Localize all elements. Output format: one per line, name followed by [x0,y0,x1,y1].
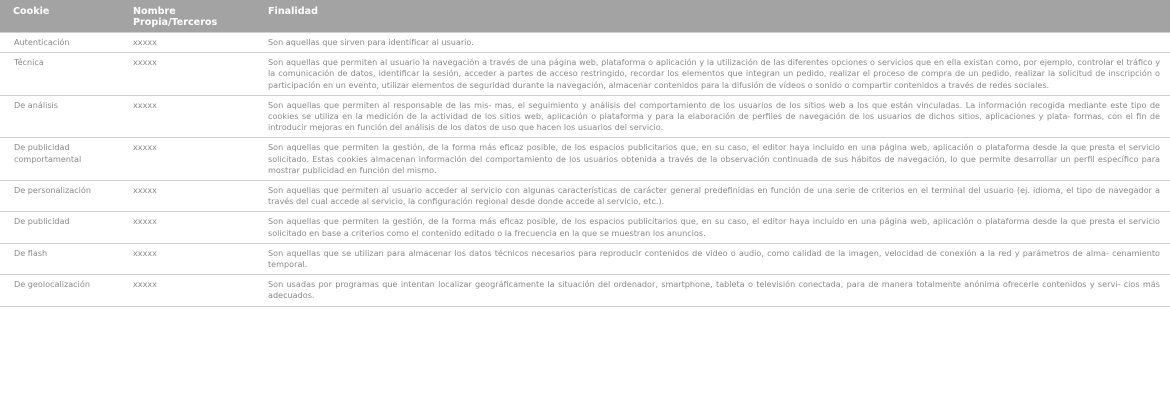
cookie-name: Técnica [0,53,127,96]
cookie-purpose: Son aquellas que permiten la gestión, de la forma más eficaz posible, de los espacios publicitarios que, en su caso, el editor haya incluido en una página web, aplicación o plataforma desde la que presta el servicio solicitado. Estas cookies almacenan información del comportamiento de los usuarios obtenida a través de la observación continuada de sus hábitos de navegación, lo que permite desarrollar un perfil específico para mostrar publicidad en función del mismo. [261,138,1170,181]
header-row [0,0,1170,33]
table-row [0,181,1170,212]
cookie-purpose: Son aquellas que permiten al usuario la navegación a través de una página web, plataforma o aplicación y la utilización de las diferentes opciones o servicios que en ella existan como, por ejemplo, controlar el tráfico y la comunicación de datos, identificar la sesión, acceder a partes de acceso restringido, recordar los elementos que integran un pedido, realizar el proceso de compra de un pedido, realizar la solicitud de inscripción o participación en un evento, utilizar elementos de seguridad durante la navegación, almacenar contenidos para la difusión de vídeos o sonido o compartir contenidos a través de redes sociales. [261,53,1170,96]
table-row [0,243,1170,274]
table-row [0,53,1170,96]
cookie-purpose: Son aquellas que permiten al responsable de las mis- mas, el seguimiento y análisis del comportamiento de los usuarios de los sitios web a los que están vinculadas. La información recogida mediante este tipo de cookies se utiliza en la medición de la actividad de los sitios web, aplicación o plataforma y para la elaboración de perfiles de navegación de los usuarios de dichos sitios, aplicaciones y plata- formas, con el fin de introducir mejoras en función del análisis de los datos de uso que hacen los usuarios del servicio. [261,95,1170,138]
cookie-name: De flash [0,243,127,274]
cookie-purpose: Son usadas por programas que intentan localizar geográficamente la situación del ordenador, smartphone, tableta o televisión conectada, para de manera totalmente anónima ofrecerle contenidos y servi- cios más adecuados. [261,275,1170,306]
cookie-owner: xxxxx [127,138,261,181]
cookie-owner: xxxxx [127,33,261,53]
table-row [0,275,1170,306]
cookie-name: De publicidad [0,212,127,243]
cookie-owner: xxxxx [127,275,261,306]
cookie-purpose: Son aquellas que sirven para identificar al usuario. [261,33,1170,53]
table-row [0,212,1170,243]
cookie-purpose: Son aquellas que permiten la gestión, de la forma más eficaz posible, de los espacios publicitarios que, en su caso, el editor haya incluido en una página web, aplicación o plataforma desde la que presta el servicio solicitado en base a criterios como el contenido editado o la frecuencia en la que se muestran los anuncios. [261,212,1170,243]
table-header [0,0,1170,33]
table-row [0,95,1170,138]
cookie-name: De análisis [0,95,127,138]
header-owner-line2: Propia/Terceros [133,17,218,28]
cookie-owner: xxxxx [127,212,261,243]
header-owner-line1: Nombre [133,6,176,17]
cookie-purpose: Son aquellas que se utilizan para almacenar los datos técnicos necesarios para reproducir contenidos de video o audio, como calidad de la imagen, velocidad de conexión a la red y parámetros de alma- cenamiento temporal. [261,243,1170,274]
cookie-name: De publicidad comportamental [0,138,127,181]
cookie-owner: xxxxx [127,243,261,274]
cookie-owner: xxxxx [127,95,261,138]
cookie-owner: xxxxx [127,181,261,212]
cookie-purpose: Son aquellas que permiten al usuario acceder al servicio con algunas características de carácter general predefinidas en función de una serie de criterios en el terminal del usuario (ej. idioma, el tipo de navegador a través del cual accede al servicio, la configuración regional desde donde accede al servicio, etc.). [261,181,1170,212]
table-row [0,138,1170,181]
header-owner [127,0,261,33]
header-purpose: Finalidad [261,0,1170,33]
header-cookie: Cookie [0,0,127,33]
cookie-owner: xxxxx [127,53,261,96]
table-body [0,33,1170,307]
cookie-name: Autenticación [0,33,127,53]
cookie-name: De personalización [0,181,127,212]
cookie-name: De geolocalización [0,275,127,306]
table-row [0,33,1170,53]
